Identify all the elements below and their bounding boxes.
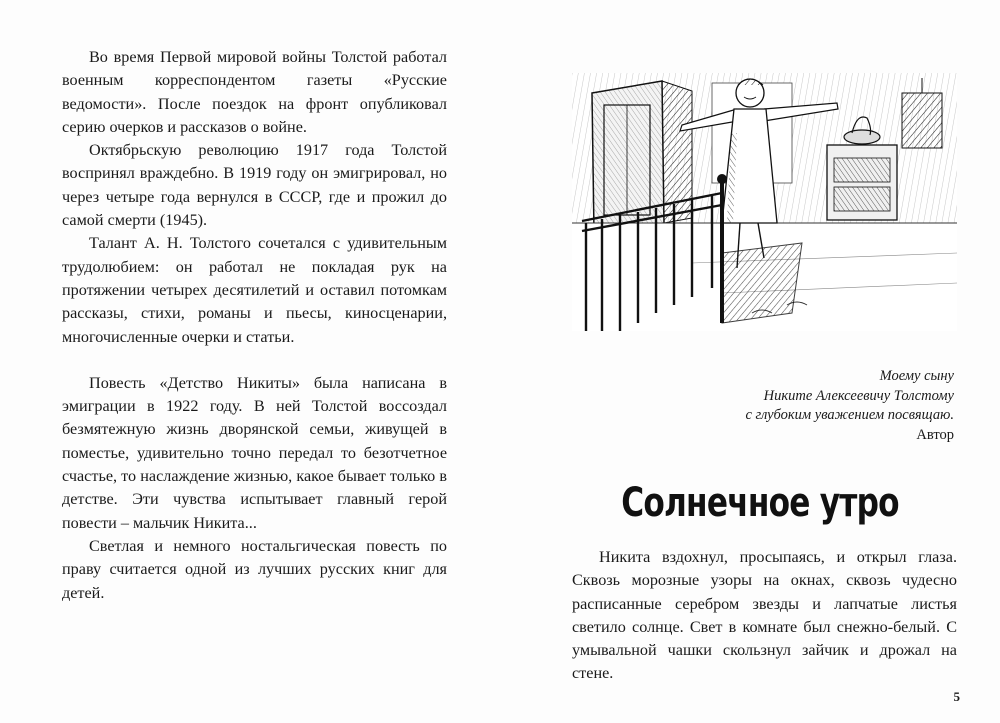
right-page (500, 0, 1000, 723)
paragraph: Во время Первой мировой войны Толстой работал военным корреспондентом газеты «Русские ведомости». После поездок на фронт опубликовал серию очерков и рассказов о войне. (62, 48, 447, 136)
right-page-text (572, 546, 957, 686)
paragraph: Никита вздохнул, просыпаясь, и открыл глаза. Сквозь морозные узоры на окнах, сквозь чудесно расписанные серебром звезды и лапчатые листья светило солнце. Свет в комнате был снежно-белый. С умывальной чашки скользнул зайчик и дрожал на стене. (572, 548, 957, 683)
chapter-title: Солнечное утро (621, 480, 899, 526)
dedication-line: Никите Алексеевичу Толстому (763, 387, 954, 404)
paragraph: Повесть «Детство Никиты» была написана в эмиграции в 1922 году. В ней Толстой воссоздал безмятежную жизнь дворянской семьи, живущей в поместье, удивительно точно передал то безотчетное счастье, то наслаждение жизнью, какое бывает только в детстве. Эти чувства испытывает главный герой повести – мальчик Никита... (62, 373, 447, 532)
left-page-text (62, 46, 447, 605)
paragraph: Октябрьскую революцию 1917 года Толстой воспринял враждебно. В 1919 году он эмигрировал, но через четыре года вернулся в СССР, где и прожил до самой смерти (1945). (62, 141, 447, 230)
page-number: 5 (953, 689, 960, 704)
paragraph: Талант А. Н. Толстого сочетался с удивительным трудолюбием: он работал не покладая рук на протяжении четырех десятилетий и оставил потомкам рассказы, стихи, романы и пьесы, киносценарии, многочисленные очерки и статьи. (62, 234, 447, 346)
paragraph: Светлая и немного ностальгическая повесть по праву считается одной из лучших русских книг для детей. (62, 536, 447, 602)
dedication-line: Моему сыну (879, 368, 954, 384)
illustration-boy-in-bedroom (572, 73, 957, 331)
dedication (560, 367, 954, 445)
dedication-author: Автор (916, 426, 954, 443)
dedication-line: с глубоким уважением посвящаю. (745, 407, 954, 423)
